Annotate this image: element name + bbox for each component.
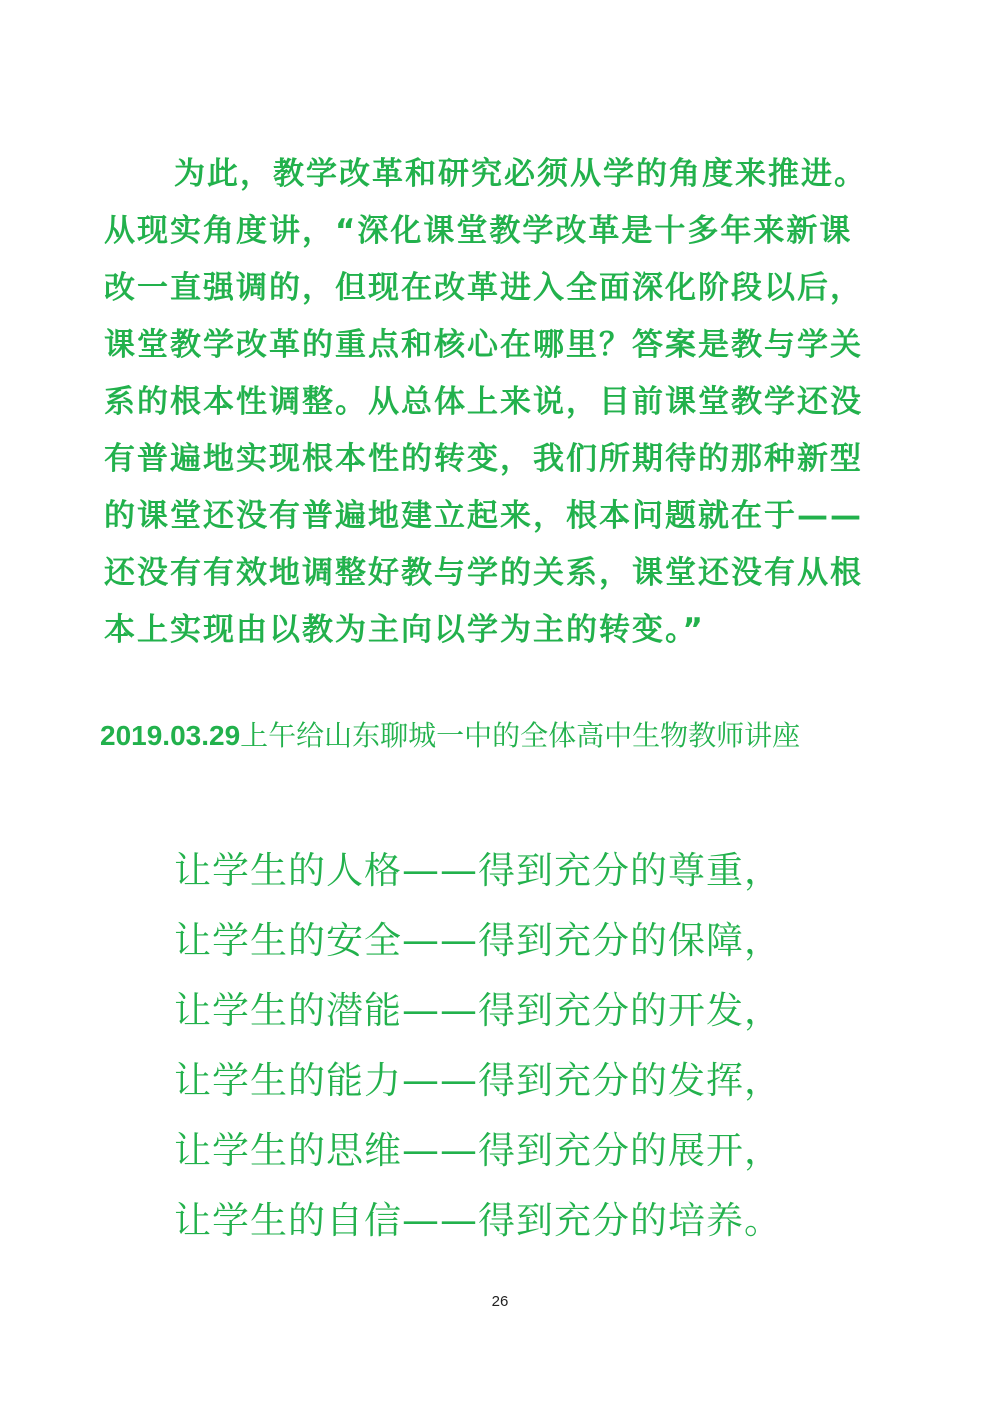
paragraph-line: 有普遍地实现根本性的转变，我们所期待的那种新型 [104, 441, 863, 477]
paragraph-line: 从现实角度讲，“深化课堂教学改革是十多年来新课 [104, 213, 853, 249]
motto-line: 让学生的思维——得到充分的展开， [174, 1129, 782, 1172]
paragraph-line: 还没有有效地调整好教与学的关系，课堂还没有从根 [104, 555, 863, 591]
body-paragraph [104, 146, 904, 659]
lecture-description: 上午给山东聊城一中的全体高中生物教师讲座 [240, 719, 801, 752]
lecture-date: 2019.03.29 [100, 720, 241, 751]
paragraph-line: 本上实现由以教为主向以学为主的转变。” [104, 612, 705, 648]
motto-line: 让学生的能力——得到充分的发挥， [174, 1059, 782, 1102]
paragraph-line: 为此，教学改革和研究必须从学的角度来推进。 [174, 156, 867, 192]
paragraph-line: 改一直强调的，但现在改革进入全面深化阶段以后， [104, 270, 863, 306]
paragraph-line: 的课堂还没有普遍地建立起来，根本问题就在于—— [104, 498, 863, 534]
paragraph-line: 课堂教学改革的重点和核心在哪里？答案是教与学关 [104, 327, 863, 363]
page-number: 26 [491, 1293, 509, 1310]
motto-line: 让学生的潜能——得到充分的开发， [174, 989, 782, 1032]
paragraph-line: 系的根本性调整。从总体上来说，目前课堂教学还没 [104, 384, 863, 420]
lecture-dateline [100, 714, 920, 758]
motto-line: 让学生的自信——得到充分的培养。 [174, 1199, 782, 1242]
motto-block [174, 836, 854, 1256]
motto-line: 让学生的安全——得到充分的保障， [174, 919, 782, 962]
motto-line: 让学生的人格——得到充分的尊重， [174, 849, 782, 892]
